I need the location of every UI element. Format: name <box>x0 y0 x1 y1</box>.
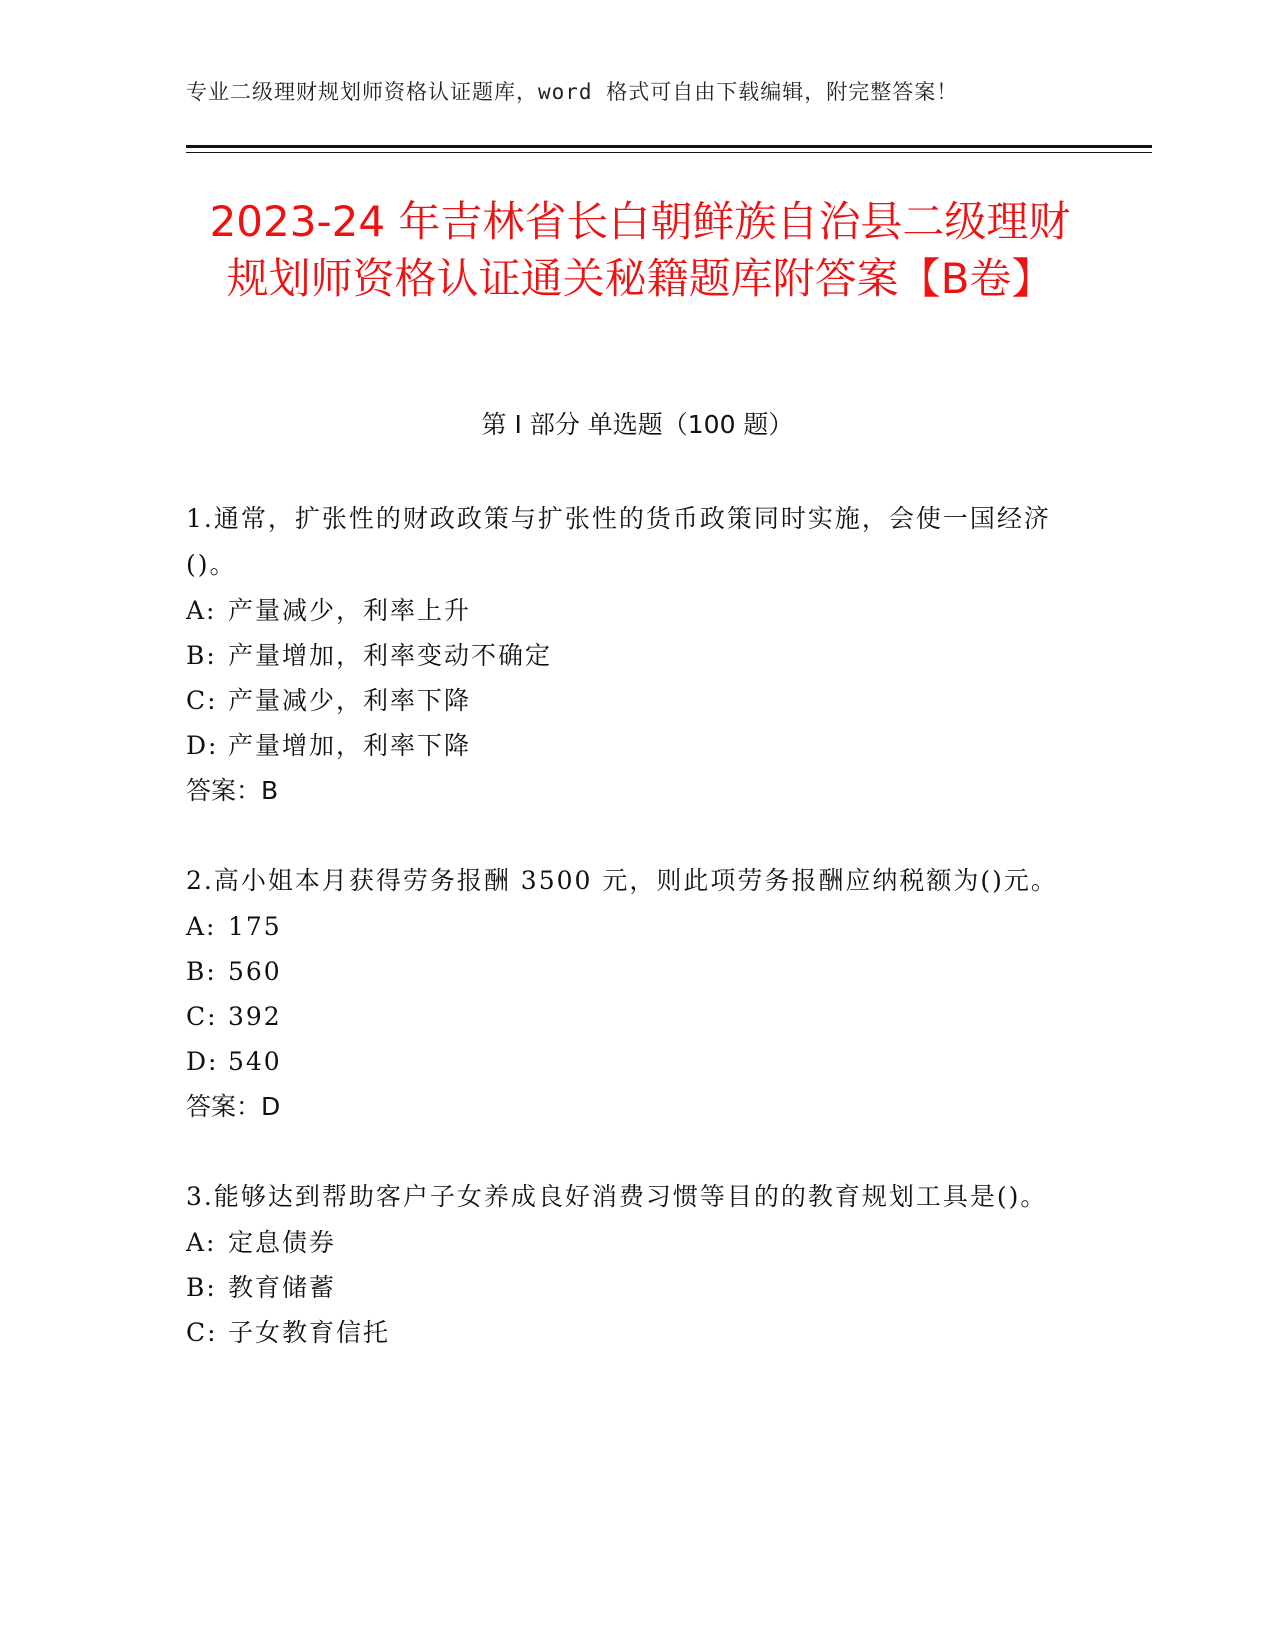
option-text: 540 <box>228 1047 282 1076</box>
option-text: 定息债券 <box>228 1228 337 1257</box>
option-text: 子女教育信托 <box>228 1318 391 1347</box>
option-c <box>186 1310 1086 1355</box>
option-letter: B: <box>186 957 217 986</box>
option-letter: A: <box>186 596 217 625</box>
option-b <box>186 1265 1086 1310</box>
question-stem: 1.通常，扩张性的财政政策与扩张性的货币政策同时实施，会使一国经济()。 <box>186 504 1051 579</box>
section-heading: 第 I 部分 单选题（100 题） <box>481 410 794 439</box>
option-letter: A: <box>186 1228 217 1257</box>
option-text: 560 <box>228 957 282 986</box>
question-3 <box>186 1174 1086 1355</box>
option-text: 392 <box>228 1002 282 1031</box>
option-letter: D: <box>186 731 219 760</box>
option-text: 产量增加，利率变动不确定 <box>228 641 553 670</box>
header-divider-thin <box>186 152 1152 153</box>
option-b <box>186 633 1086 678</box>
option-d <box>186 1039 1086 1084</box>
question-stem: 2.高小姐本月获得劳务报酬 3500 元，则此项劳务报酬应纳税额为()元。 <box>186 866 1058 895</box>
option-c <box>186 678 1086 723</box>
option-text: 产量增加，利率下降 <box>228 731 472 760</box>
option-letter: B: <box>186 641 217 670</box>
option-d <box>186 723 1086 768</box>
question-1 <box>186 496 1086 813</box>
question-stem: 3.能够达到帮助客户子女养成良好消费习惯等目的的教育规划工具是()。 <box>186 1182 1048 1211</box>
option-letter: C: <box>186 686 218 715</box>
document-title: 2023-24 年吉林省长白朝鲜族自治县二级理财规划师资格认证通关秘籍题库附答案【B卷】 <box>209 197 1071 303</box>
option-b <box>186 949 1086 994</box>
question-2 <box>186 858 1086 1129</box>
option-text: 产量减少，利率上升 <box>228 596 472 625</box>
option-text: 175 <box>228 912 282 941</box>
answer-line: 答案：B <box>186 776 279 805</box>
option-a <box>186 1220 1086 1265</box>
option-text: 教育储蓄 <box>228 1273 337 1302</box>
option-a <box>186 904 1086 949</box>
option-text: 产量减少，利率下降 <box>228 686 472 715</box>
header-note: 专业二级理财规划师资格认证题库，word 格式可自由下载编辑，附完整答案！ <box>186 80 959 104</box>
option-letter: B: <box>186 1273 217 1302</box>
option-letter: C: <box>186 1318 218 1347</box>
option-letter: D: <box>186 1047 219 1076</box>
answer-line: 答案：D <box>186 1092 281 1121</box>
option-c <box>186 994 1086 1039</box>
option-a <box>186 588 1086 633</box>
question-list <box>186 496 1086 1400</box>
option-letter: C: <box>186 1002 218 1031</box>
header-divider-thick <box>186 145 1152 148</box>
option-letter: A: <box>186 912 217 941</box>
